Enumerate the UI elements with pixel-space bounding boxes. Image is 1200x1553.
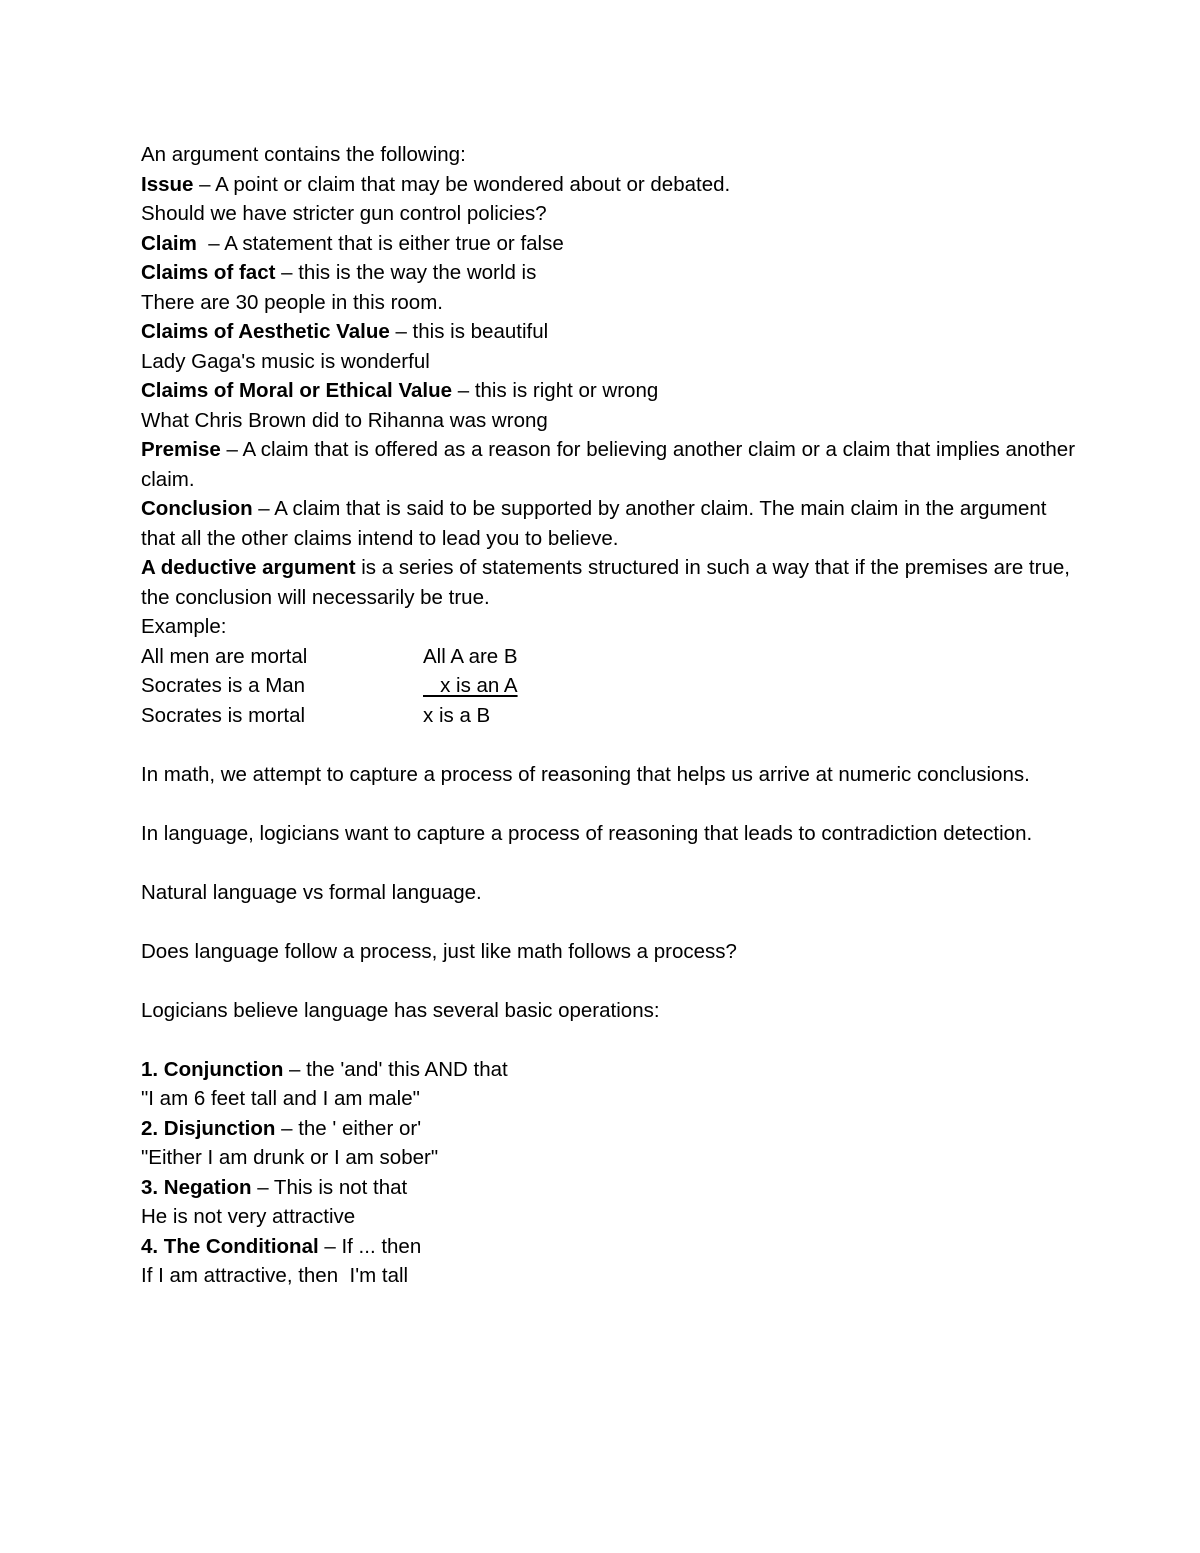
- def-term: Claims of Moral or Ethical Value: [141, 379, 453, 402]
- intro-line: An argument contains the following:: [141, 143, 466, 166]
- syllogism-row: [141, 671, 1081, 701]
- operation-desc: – the ' either or': [275, 1116, 422, 1140]
- operation-term: 4. The Conditional: [141, 1234, 319, 1258]
- spacer: [141, 1025, 1081, 1055]
- def-desc: this is right or wrong: [474, 379, 659, 402]
- def-term: Claims of fact: [141, 261, 276, 284]
- def-premise: Premise – A claim that is offered as a reason for believing another claim or a claim that implies another claim.: [141, 438, 1076, 491]
- example-line: Should we have stricter gun control policies?: [141, 202, 547, 225]
- syllogism-left: All men are mortal: [141, 644, 308, 668]
- def-deductive-argument: [141, 553, 1081, 612]
- operation-example: "Either I am drunk or I am sober": [141, 1146, 439, 1169]
- spacer: [141, 730, 1081, 760]
- syllogism-left: Socrates is mortal: [141, 703, 306, 727]
- def-desc: is a series of statements structured in such a way that if the premises are true, the conclusion will necessarily be true.: [141, 556, 1070, 609]
- operation-example: "I am 6 feet tall and I am male": [141, 1087, 420, 1110]
- paragraph: Logicians believe language has several basic operations:: [141, 998, 660, 1022]
- def-claim: Claim – A statement that is either true or false: [141, 231, 564, 255]
- syllogism-row: [141, 642, 1081, 672]
- syllogism-row: [141, 701, 1081, 731]
- paragraph: In language, logicians want to capture a process of reasoning that leads to contradiction detection.: [141, 821, 1033, 845]
- example-line: What Chris Brown did to Rihanna was wrong: [141, 408, 548, 432]
- syllogism-right: All A are B: [423, 644, 518, 668]
- operation-desc: – If ... then: [318, 1234, 422, 1258]
- def-desc: A statement that is either true or false: [224, 231, 564, 255]
- operation-desc: – the 'and' this AND that: [283, 1057, 508, 1081]
- def-term: Claim: [141, 231, 197, 255]
- syllogism-right: x is a B: [423, 703, 491, 727]
- example-line: There are 30 people in this room.: [141, 290, 443, 314]
- operation-desc: – This is not that: [251, 1175, 408, 1199]
- operation-term: 3. Negation: [141, 1175, 252, 1199]
- document-page: [141, 140, 1081, 1291]
- syllogism-left: Socrates is a Man: [141, 674, 306, 697]
- paragraph: In math, we attempt to capture a process of reasoning that helps us arrive at numeric conclusions.: [141, 762, 1030, 786]
- syllogism-right: x is an A: [423, 674, 518, 697]
- def-conclusion: Conclusion – A claim that is said to be supported by another claim. The main claim in the argument that all the other claims intend to lead you to believe.: [141, 497, 1047, 550]
- paragraph: Natural language vs formal language.: [141, 880, 482, 904]
- operation-example: If I am attractive, then I'm tall: [141, 1264, 409, 1287]
- def-term: A deductive argument: [141, 556, 356, 579]
- def-term: Claims of Aesthetic Value: [141, 320, 390, 343]
- example-line: Lady Gaga's music is wonderful: [141, 349, 430, 373]
- operation-conditional: [141, 1232, 1081, 1262]
- operation-term: 2. Disjunction: [141, 1116, 276, 1140]
- paragraph: Does language follow a process, just like math follows a process?: [141, 939, 737, 963]
- spacer: [141, 848, 1081, 878]
- spacer: [141, 966, 1081, 996]
- def-term: Issue: [141, 172, 194, 196]
- def-desc: this is the way the world is: [298, 261, 537, 284]
- def-issue: Issue – A point or claim that may be wondered about or debated.: [141, 172, 731, 196]
- operation-disjunction: [141, 1114, 1081, 1144]
- def-desc: A point or claim that may be wondered about or debated.: [215, 172, 731, 196]
- def-term: Conclusion: [141, 497, 253, 520]
- def-desc: A claim that is offered as a reason for believing another claim or a claim that implies another claim.: [141, 438, 1076, 491]
- spacer: [141, 789, 1081, 819]
- spacer: [141, 907, 1081, 937]
- example-label: Example:: [141, 615, 227, 638]
- def-desc: A claim that is said to be supported by another claim. The main claim in the argument that all the other claims intend to lead you to believe.: [141, 497, 1047, 550]
- def-aesthetic-value: Claims of Aesthetic Value – this is beautiful: [141, 320, 549, 343]
- def-desc: this is beautiful: [412, 320, 549, 343]
- def-term: Premise: [141, 438, 221, 461]
- operation-negation: [141, 1173, 1081, 1203]
- def-claims-of-fact: Claims of fact – this is the way the world is: [141, 261, 537, 284]
- operation-example: He is not very attractive: [141, 1205, 356, 1228]
- operation-conjunction: [141, 1055, 1081, 1085]
- def-moral-value: Claims of Moral or Ethical Value – this is right or wrong: [141, 379, 659, 402]
- operation-term: 1. Conjunction: [141, 1057, 284, 1081]
